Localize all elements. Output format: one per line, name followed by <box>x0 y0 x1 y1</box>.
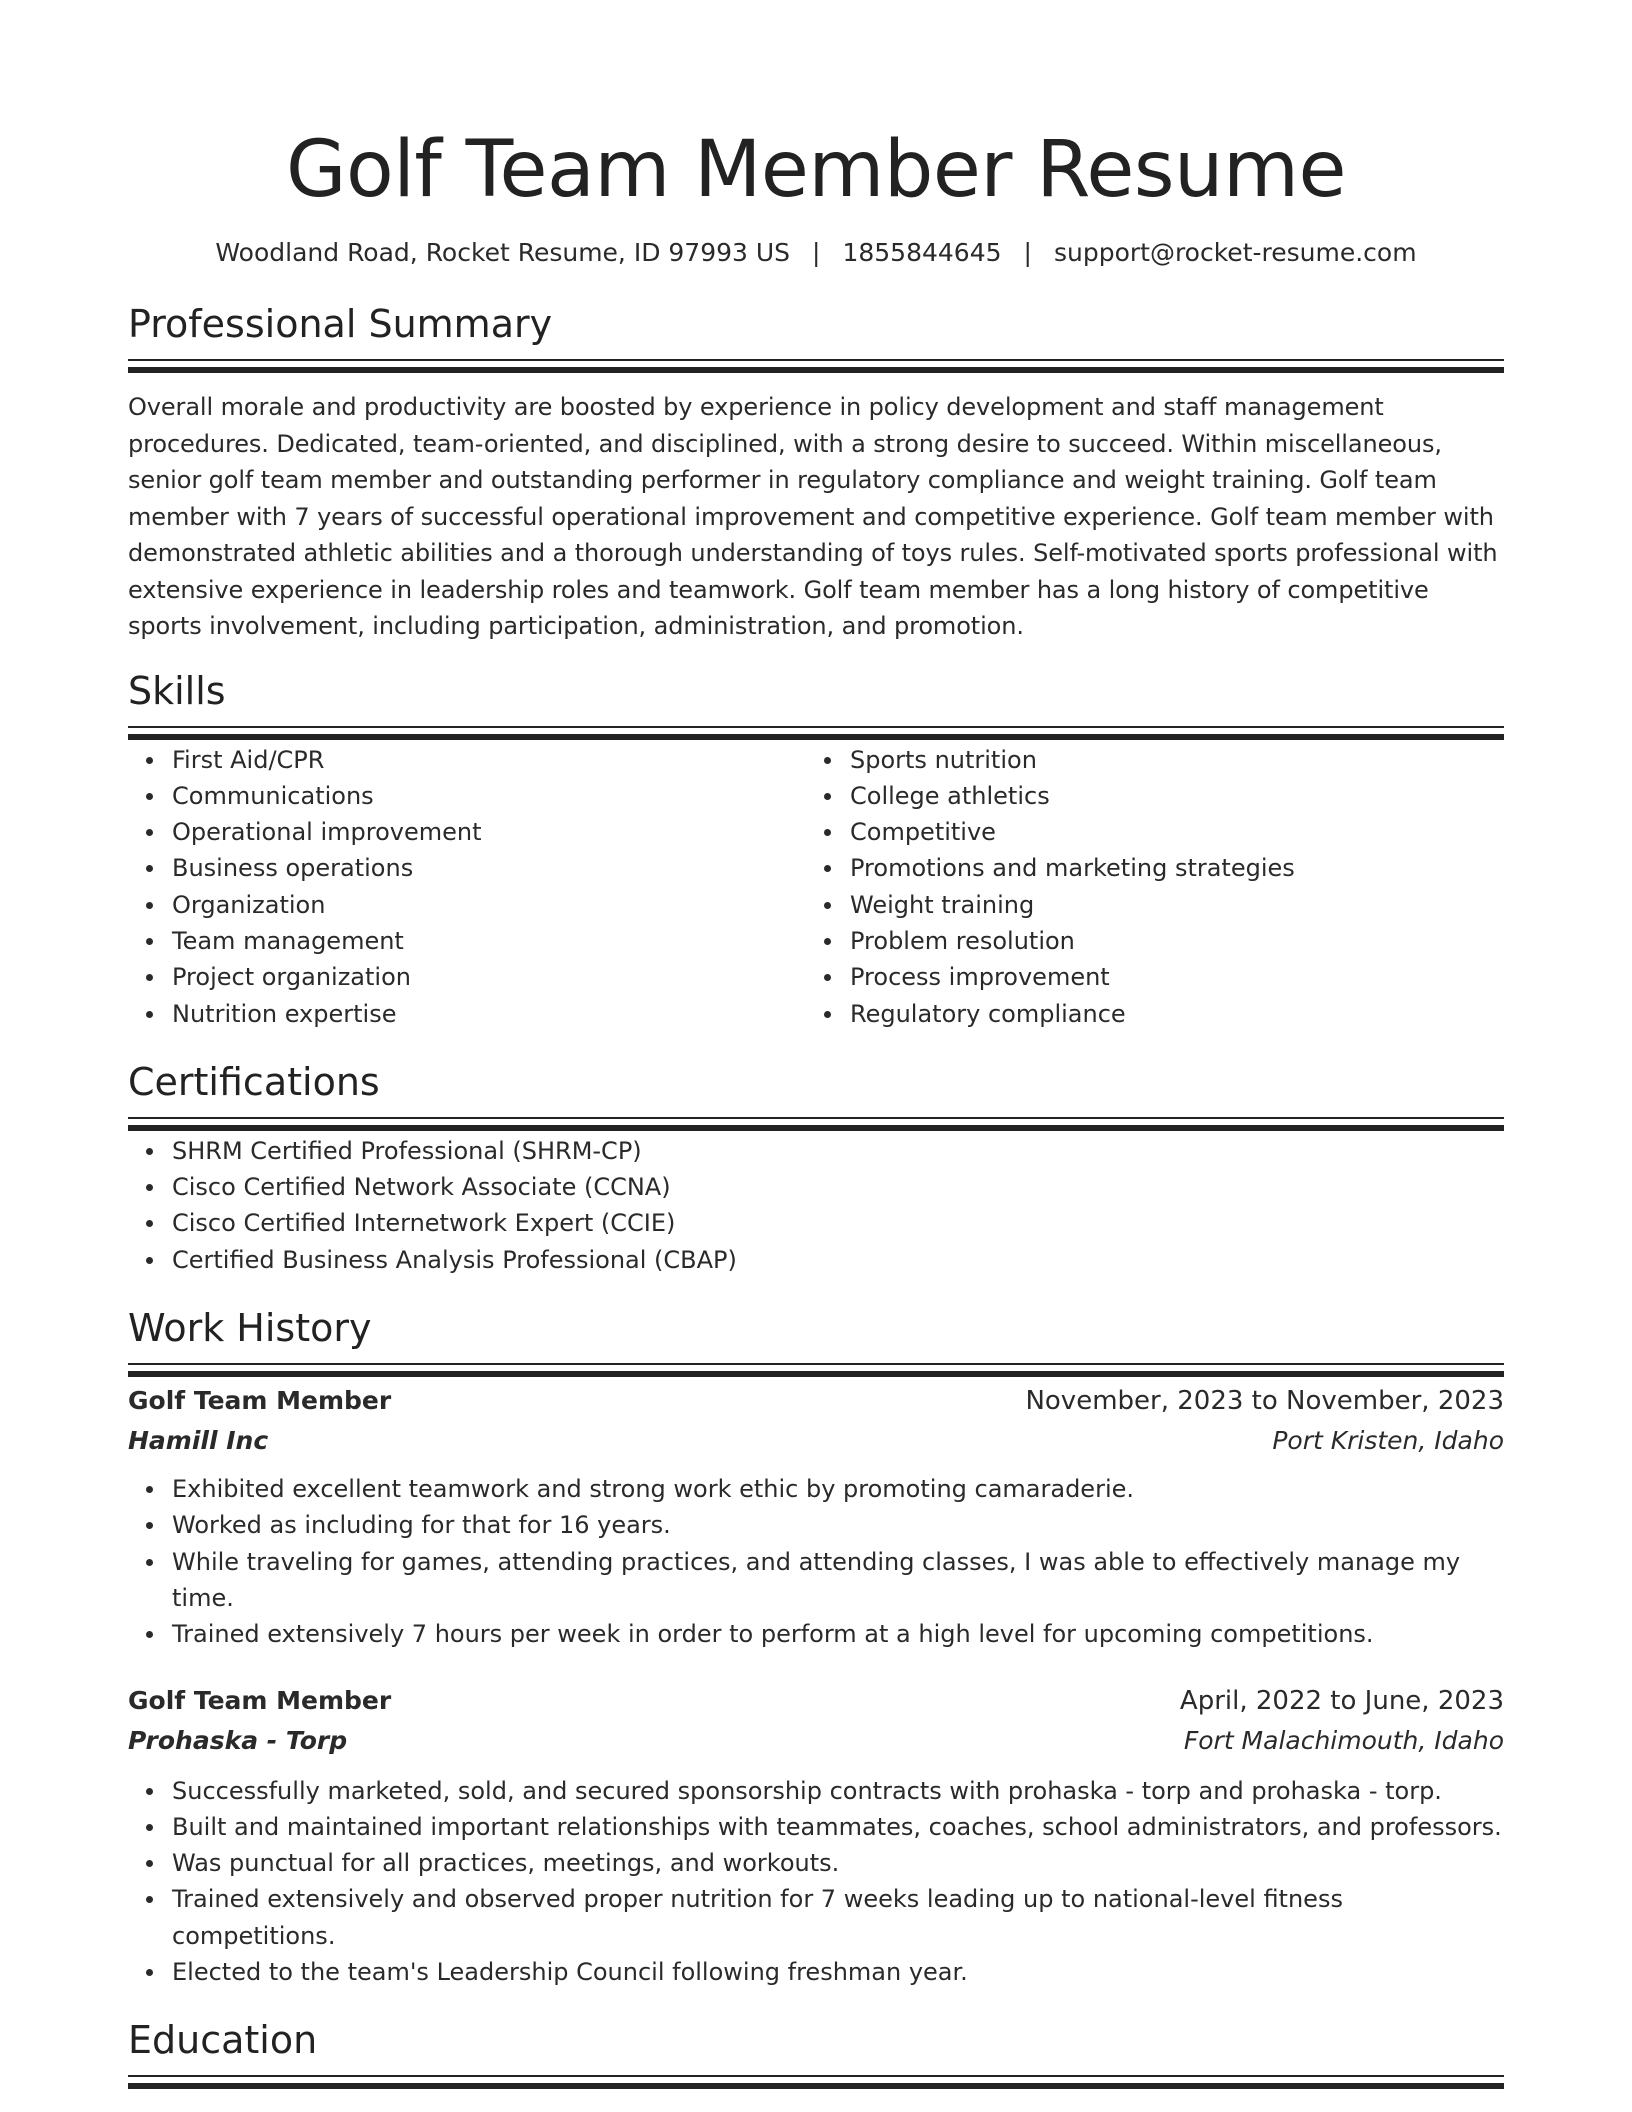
skill-item: Regulatory compliance <box>850 996 1484 1032</box>
job-header-row <box>128 1381 1504 1421</box>
skill-item: Promotions and marketing strategies <box>850 850 1484 886</box>
certification-item: SHRM Certified Professional (SHRM-CP) <box>172 1133 1504 1169</box>
skills-column-left <box>128 742 806 1032</box>
job-bullet: While traveling for games, attending practices, and attending classes, I was able to effectively manage my time. <box>172 1544 1504 1617</box>
job-bullets <box>128 1773 1504 1991</box>
certification-item: Cisco Certified Internetwork Expert (CCIE) <box>172 1205 1504 1241</box>
job-title: Golf Team Member <box>128 1685 392 1715</box>
contact-email[interactable]: support@rocket-resume.com <box>1053 238 1417 267</box>
skills-list-left <box>128 742 806 1032</box>
resume-title: Golf Team Member Resume <box>286 125 1346 215</box>
job-subheader-row <box>128 1721 1504 1761</box>
job-company: Prohaska - Torp <box>128 1725 348 1755</box>
job-dates: November, 2023 to November, 2023 <box>1025 1386 1504 1417</box>
job-location: Fort Malachimouth, Idaho <box>1183 1725 1504 1755</box>
certifications-list <box>128 1133 1504 1278</box>
section-heading-certifications: Certifications <box>128 1059 380 1104</box>
section-heading-skills: Skills <box>128 668 226 713</box>
job-bullet: Elected to the team's Leadership Council following freshman year. <box>172 1954 1504 1990</box>
job-bullet: Was punctual for all practices, meetings, and workouts. <box>172 1845 1504 1881</box>
job-bullet: Worked as including for that for 16 years. <box>172 1507 1504 1543</box>
job-header-row <box>128 1681 1504 1721</box>
contact-separator: | <box>1023 238 1032 267</box>
skill-item: Competitive <box>850 814 1484 850</box>
skill-item: College athletics <box>850 778 1484 814</box>
work-history-section <box>128 1304 1504 1990</box>
section-heading-summary: Professional Summary <box>128 302 553 346</box>
skill-item: Operational improvement <box>172 814 806 850</box>
section-divider <box>128 1117 1504 1119</box>
skill-item: Weight training <box>850 887 1484 923</box>
section-heading-work-history: Work History <box>128 1306 372 1351</box>
contact-phone: 1855844645 <box>842 238 1002 267</box>
job-entry <box>128 1381 1504 1652</box>
job-bullets <box>128 1471 1504 1652</box>
contact-separator: | <box>812 238 821 267</box>
job-title: Golf Team Member <box>128 1386 392 1416</box>
section-divider <box>128 1363 1504 1365</box>
section-divider <box>128 2075 1504 2077</box>
job-company: Hamill Inc <box>128 1426 269 1456</box>
job-entry <box>128 1681 1504 1991</box>
skill-item: Project organization <box>172 959 806 995</box>
job-bullet: Built and maintained important relationships with teammates, coaches, school administrators, and professors. <box>172 1809 1504 1845</box>
certification-item: Cisco Certified Network Associate (CCNA) <box>172 1169 1504 1205</box>
certifications-section <box>128 1058 1504 1278</box>
summary-text: Overall morale and productivity are boosted by experience in policy development and staff management procedures. Dedicated, team-oriented, and disciplined, with a strong desire to succeed. Within miscellaneous, senior golf team member and outstanding performer in regulatory compliance and weight training. Golf team member with 7 years of successful operational improvement and competitive experience. Golf team member with demonstrated athletic abilities and a thorough understanding of toys rules. Self-motivated sports professional with extensive experience in leadership roles and teamwork. Golf team member has a long history of competitive sports involvement, including participation, administration, and promotion. <box>128 393 1498 640</box>
section-divider <box>128 726 1504 728</box>
resume-page <box>128 0 1504 2077</box>
contact-address: Woodland Road, Rocket Resume, ID 97993 US <box>215 238 791 267</box>
education-section <box>128 2016 1504 2077</box>
job-bullet: Trained extensively 7 hours per week in order to perform at a high level for upcoming competitions. <box>172 1616 1504 1652</box>
certification-item: Certified Business Analysis Professional (CBAP) <box>172 1242 1504 1278</box>
section-heading-education: Education <box>128 2018 318 2063</box>
skill-item: Nutrition expertise <box>172 996 806 1032</box>
skills-list-right <box>806 742 1484 1032</box>
section-divider <box>128 359 1504 361</box>
skill-item: Team management <box>172 923 806 959</box>
skills-grid <box>128 742 1504 1032</box>
contact-line <box>128 236 1504 270</box>
job-location: Port Kristen, Idaho <box>1272 1426 1504 1456</box>
skill-item: Sports nutrition <box>850 742 1484 778</box>
job-bullet: Successfully marketed, sold, and secured sponsorship contracts with prohaska - torp and prohaska - torp. <box>172 1773 1504 1809</box>
skill-item: Process improvement <box>850 959 1484 995</box>
job-bullet: Exhibited excellent teamwork and strong work ethic by promoting camaraderie. <box>172 1471 1504 1507</box>
skill-item: Organization <box>172 887 806 923</box>
job-subheader-row <box>128 1421 1504 1461</box>
skills-column-right <box>806 742 1484 1032</box>
skill-item: Communications <box>172 778 806 814</box>
skills-section <box>128 667 1504 1032</box>
job-bullet: Trained extensively and observed proper nutrition for 7 weeks leading up to national-level fitness competitions. <box>172 1881 1504 1954</box>
summary-section <box>128 300 1504 645</box>
skill-item: Business operations <box>172 850 806 886</box>
skill-item: Problem resolution <box>850 923 1484 959</box>
job-dates: April, 2022 to June, 2023 <box>1179 1685 1504 1716</box>
skill-item: First Aid/CPR <box>172 742 806 778</box>
